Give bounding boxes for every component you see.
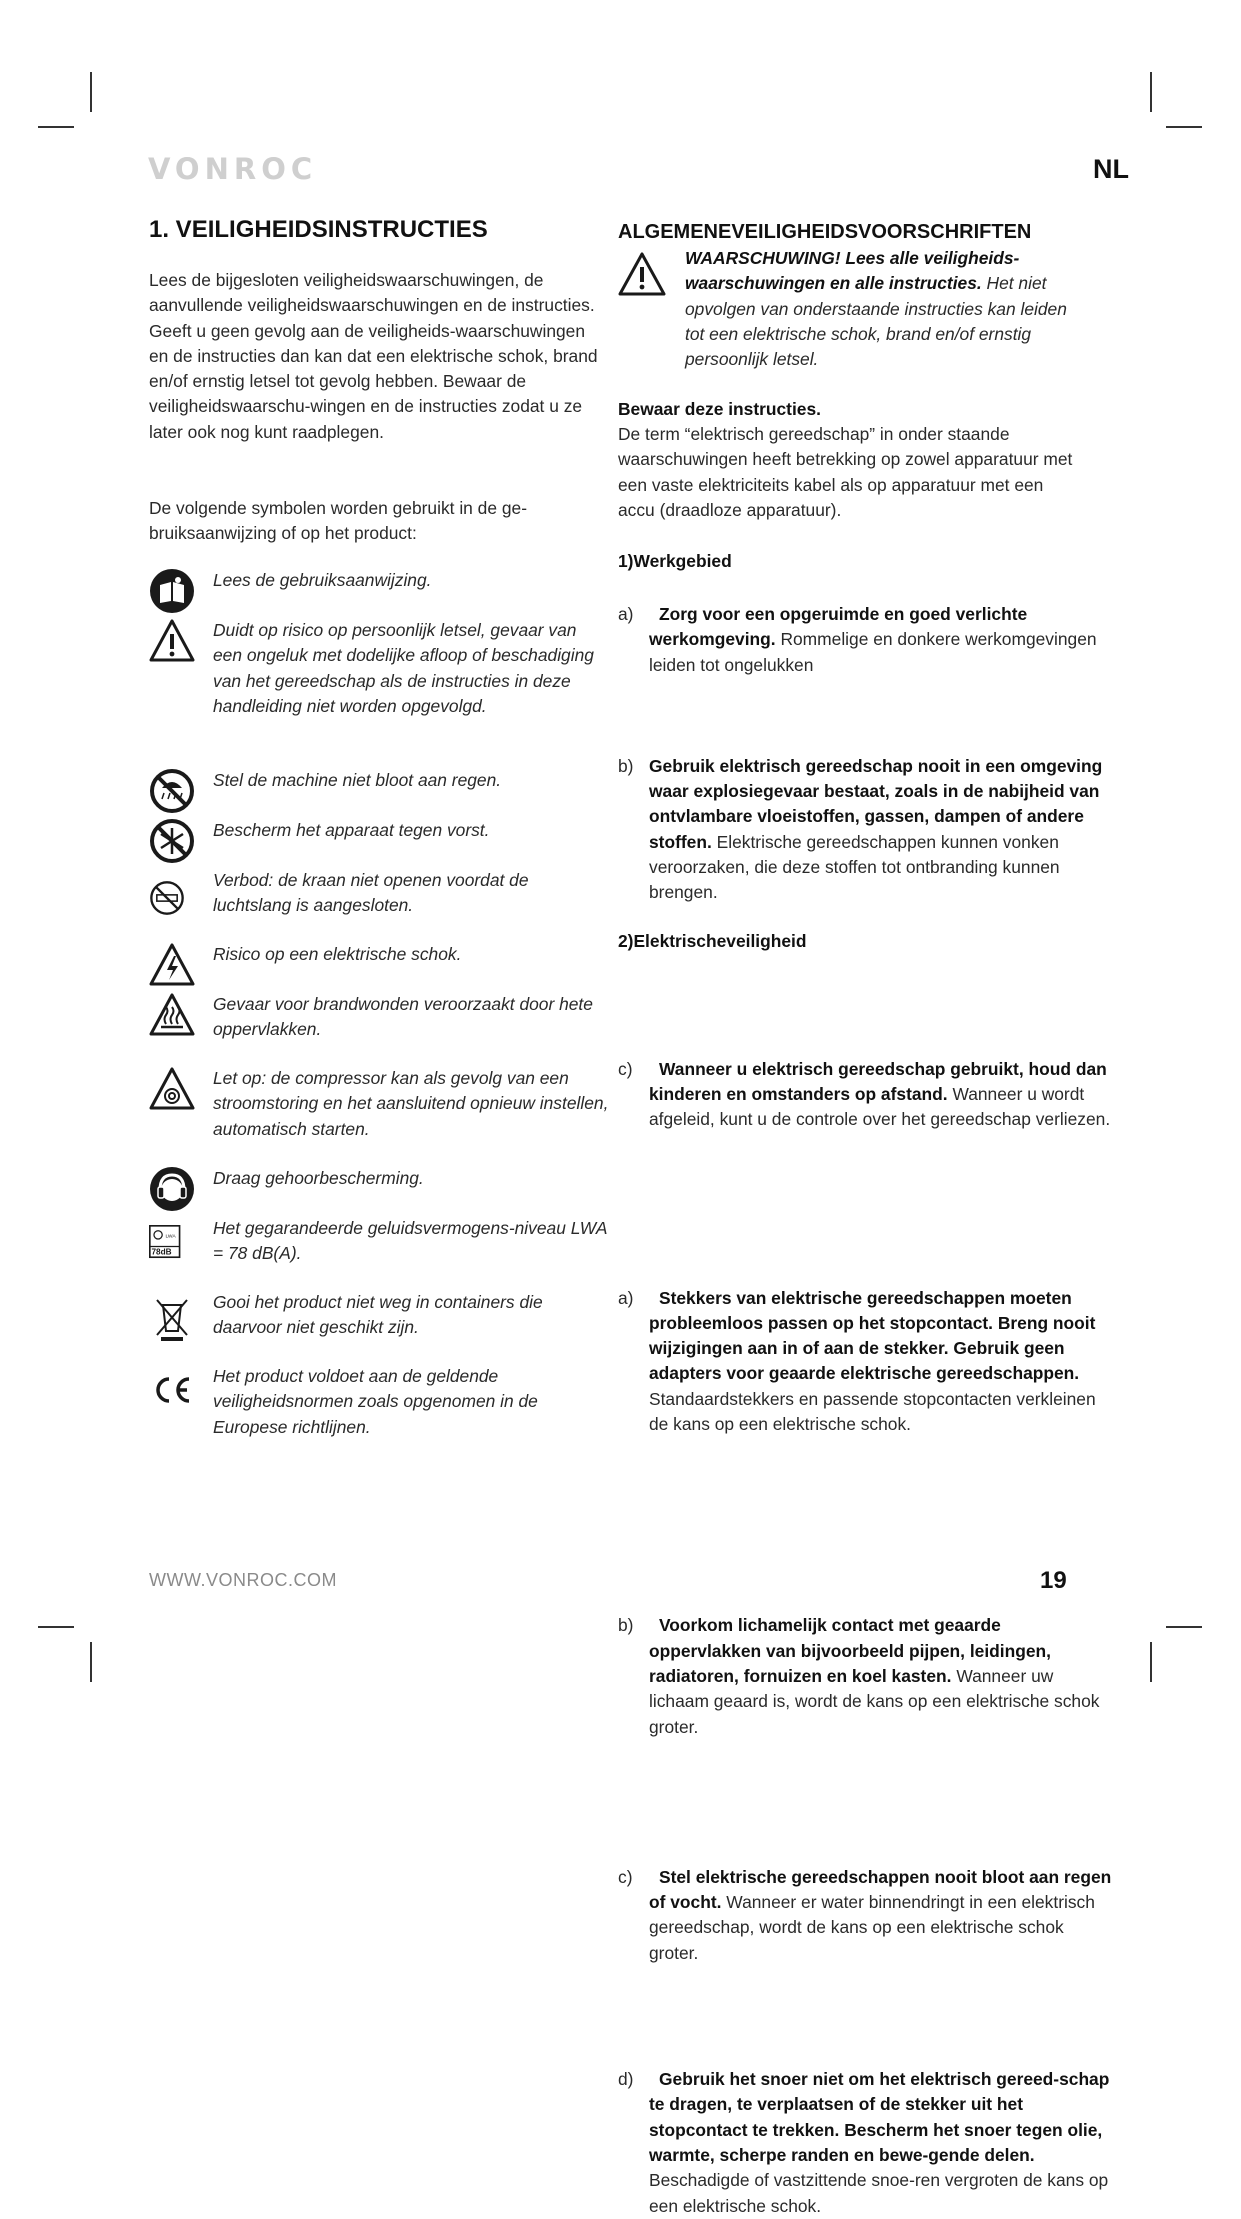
item-rest: Beschadigde of vastzittende snoe-ren vergroten de kans op een elektrische schok. — [649, 2170, 1109, 2216]
list-item — [618, 754, 1114, 906]
crop-mark — [38, 1626, 74, 1628]
symbol-text: Gooi het product niet weg in containers die daarvoor niet geschikt zijn. — [213, 1292, 543, 1338]
item-rest: Rommelige en donkere werkomgevingen leiden tot ongelukken — [649, 629, 1097, 675]
language-code: NL — [1093, 154, 1129, 184]
keep-title: Bewaar deze instructies. — [618, 399, 821, 419]
read-manual-icon — [149, 568, 195, 614]
brand-logo: VONROC — [148, 152, 318, 186]
ce-mark-icon — [149, 1368, 195, 1414]
work-area-title: 1)Werkgebied — [618, 551, 732, 571]
lwa-label: LWA — [165, 1234, 176, 1240]
footer-url: WWW.VONROC.COM — [149, 1570, 337, 1590]
symbol-text: Het gegarandeerde geluidsvermogens-niveau LWA = 78 dB(A). — [213, 1218, 607, 1264]
crop-mark — [90, 1642, 92, 1682]
list-item — [618, 1865, 1114, 1966]
keep-instructions-title — [618, 397, 1083, 422]
no-rain-icon — [149, 768, 195, 814]
no-open-valve-icon — [149, 880, 185, 916]
warning-text — [685, 246, 1078, 372]
symbol-text: Bescherm het apparaat tegen vorst. — [213, 820, 490, 840]
crop-mark — [1150, 72, 1152, 112]
symbol-text: Lees de gebruiksaanwijzing. — [213, 570, 432, 590]
list-item — [618, 1057, 1114, 1133]
section-title: 1. VEILIGHEIDSINSTRUCTIES — [149, 216, 488, 243]
weee-bin-icon — [149, 1292, 195, 1344]
list-item — [618, 1286, 1114, 1438]
item-bold: Zorg voor een opgeruimde en goed verlichte werkomgeving. — [649, 604, 1028, 650]
symbol-text: Let op: de compressor kan als gevolg van een stroomstoring en het aansluitend opnieuw instellen, automatisch starten. — [213, 1068, 609, 1139]
crop-mark — [90, 72, 92, 112]
crop-mark — [1150, 1642, 1152, 1682]
item-label: b) — [618, 1615, 634, 1636]
intro-paragraph: Lees de bijgesloten veiligheidswaarschuwingen, de aanvullende veiligheidswaarschuwingen en de instructies. Geeft u geen gevolg aan de veiligheids-waarschuwingen en de instructies dan kan dat een elektrische schok, brand en/of ernstig letsel tot gevolg hebben. Bewaar de veiligheidswaarschu-wingen en de instructies zodat u ze later ook nog kunt raadplegen. — [149, 270, 598, 442]
item-label: d) — [618, 2069, 634, 2090]
item-bold: Stel elektrische gereedschappen nooit bloot aan regen of vocht. — [649, 1866, 1112, 1913]
item-bold: Wanneer u elektrisch gereedschap gebruikt, houd dan kinderen en omstanders op afstand. — [649, 1058, 1107, 1104]
symbol-text: Gevaar voor brandwonden veroorzaakt door hete oppervlakken. — [213, 994, 593, 1040]
symbol-text: Het product voldoet aan de geldende veiligheidsnormen zoals opgenomen in de Europese richtlijnen. — [213, 1366, 538, 1437]
warning-bold: WAARSCHUWING! Lees alle veiligheids-waarschuwingen en alle instructies. — [685, 248, 1020, 294]
crop-mark — [1166, 1626, 1202, 1628]
symbol-text: Verbod: de kraan niet openen voordat de luchtslang is aangesloten. — [213, 870, 529, 916]
electrical-safety-title: 2)Elektrischeveiligheid — [618, 931, 807, 951]
list-item — [618, 2067, 1114, 2219]
page-number: 19 — [1040, 1567, 1067, 1594]
left-column — [149, 214, 609, 1437]
item-rest: Standaardstekkers en passende stopcontacten verkleinen de kans op een elektrische schok. — [649, 1388, 1096, 1435]
item-bold: Gebruik elektrisch gereedschap nooit in een omgeving waar explosiegevaar bestaat, zoals in de nabijheid van ontvlambare vloeistoffen, gassen, dampen of andere stoffen. — [649, 755, 1103, 852]
item-label: c) — [618, 1058, 633, 1079]
general-safety-title: ALGEMENEVEILIGHEIDSVOORSCHRIFTEN — [618, 221, 1032, 243]
crop-mark — [1166, 126, 1202, 128]
symbol-text: Stel de machine niet bloot aan regen. — [213, 770, 502, 790]
warning-triangle-icon — [618, 252, 666, 296]
item-rest: Wanneer er water binnendringt in een elektrisch gereedschap, wordt de kans op een elektrische schok groter. — [649, 1892, 1095, 1963]
item-label: c) — [618, 1866, 633, 1887]
electric-shock-icon — [149, 942, 195, 988]
warning-rest: Het niet opvolgen van onderstaande instructies kan leiden tot een elektrische schok, brand en/of ernstig persoonlijk letsel. — [685, 273, 1067, 370]
ear-protection-icon — [149, 1166, 195, 1212]
warning-triangle-icon — [149, 618, 195, 664]
item-bold: Voorkom lichamelijk contact met geaarde oppervlakken van bijvoorbeeld pijpen, leidingen, radiatoren, fornuizen en koel kasten. — [649, 1615, 1052, 1686]
lwa-value: 78dB — [151, 1247, 172, 1257]
crop-mark — [38, 126, 74, 128]
symbol-text: Risico op een elektrische schok. — [213, 944, 462, 964]
item-rest: Elektrische gereedschappen kunnen vonken veroorzaken, die deze stoffen tot ontbranding kunnen brengen. — [649, 831, 1060, 903]
symbols-intro: De volgende symbolen worden gebruikt in de ge-bruiksaanwijzing of op het product: — [149, 498, 527, 544]
hot-surface-icon — [149, 992, 195, 1038]
item-label: a) — [618, 1287, 634, 1308]
item-label: a) — [618, 604, 634, 624]
item-rest: Wanneer uw lichaam geaard is, wordt de kans op een elektrische schok groter. — [649, 1665, 1100, 1737]
sound-power-icon — [149, 1224, 187, 1264]
symbol-text: Duidt op risico op persoonlijk letsel, gevaar van een ongeluk met dodelijke afloop of beschadiging van het gereedschap als de instructies in deze handleiding niet worden opgevolgd. — [213, 620, 594, 716]
list-item — [618, 1613, 1114, 1739]
item-bold: Gebruik het snoer niet om het elektrisch gereed-schap te dragen, te verplaatsen of de stekker uit het stopcontact te trekken. Bescherm het snoer tegen olie, warmte, scherpe randen en bewe-gende delen. — [649, 2069, 1110, 2165]
item-label: b) — [618, 755, 634, 776]
auto-start-icon — [149, 1066, 195, 1112]
keep-instructions-text: De term “elektrisch gereedschap” in onder staande waarschuwingen heeft betrekking op zowel apparatuur met een vaste elektriciteits kabel als op apparatuur met een accu (draadloze apparatuur). — [618, 424, 1073, 520]
item-bold: Stekkers van elektrische gereedschappen moeten probleemloos passen op het stopcontact. Breng nooit wijzigingen aan in of aan de stekker. Gebruik geen adapters voor geaarde elektrische gereedschappen. — [649, 1287, 1096, 1384]
symbol-text: Draag gehoorbescherming. — [213, 1168, 424, 1188]
frost-protect-icon — [149, 818, 195, 864]
item-rest: Wanneer u wordt afgeleid, kunt u de controle over het gereedschap verliezen. — [649, 1083, 1111, 1130]
list-item — [618, 602, 1114, 678]
